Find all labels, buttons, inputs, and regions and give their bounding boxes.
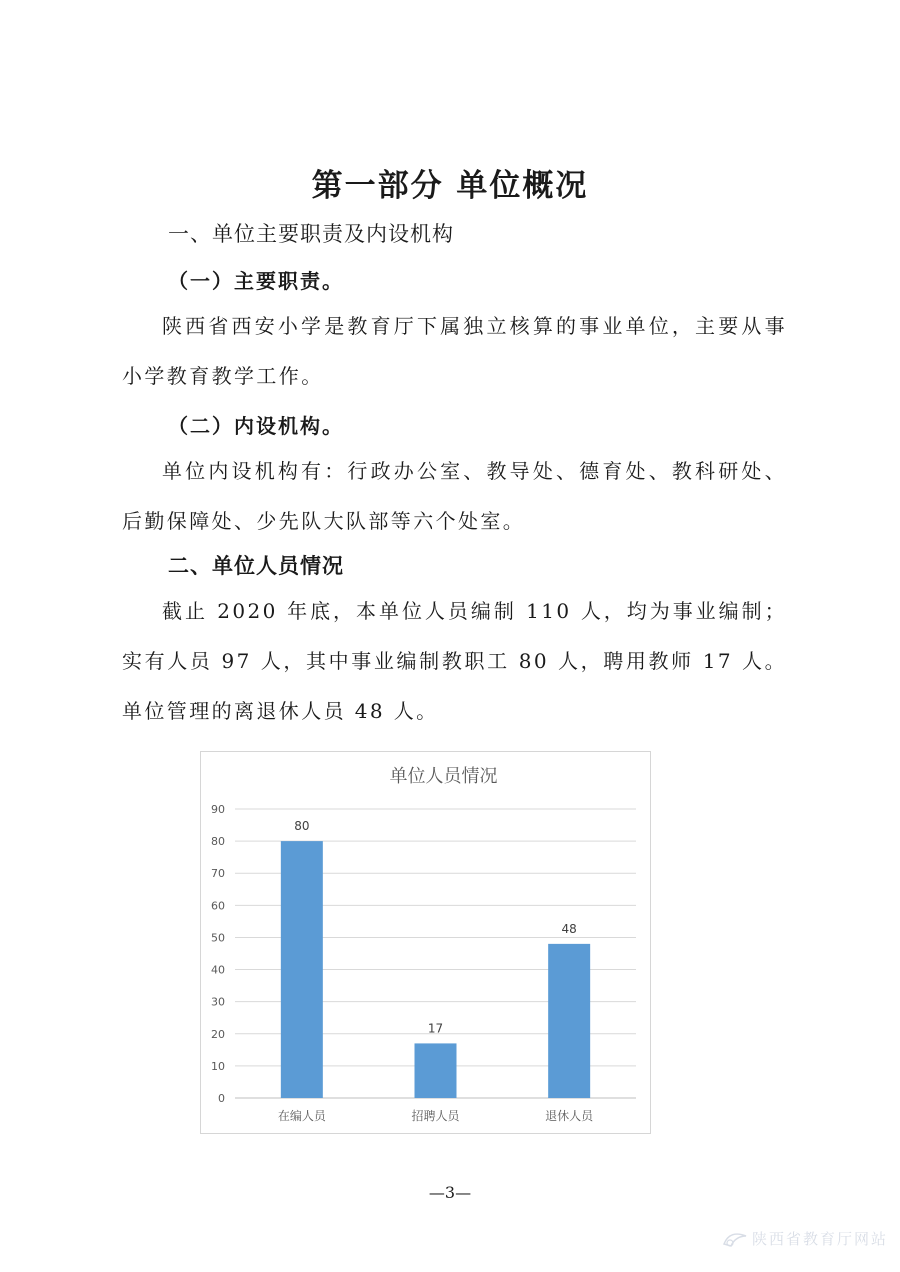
chart-svg bbox=[201, 752, 652, 1135]
chart-title: 单位人员情况 bbox=[389, 766, 498, 787]
x-tick-label-2: 退休人员 bbox=[545, 1109, 594, 1123]
section2-paragraph: 截止 2020 年底，本单位人员编制 110 人，均为事业编制；实有人员 97 人，其中事业编制教职工 80 人，聘用教师 17 人。单位管理的离退休人员 48 人。 bbox=[122, 599, 787, 723]
bar-2 bbox=[548, 944, 590, 1098]
bar-0 bbox=[281, 841, 323, 1098]
sub2-paragraph: 单位内设机构有：行政办公室、教导处、德育处、教科研处、后勤保障处、少先队大队部等六个处室。 bbox=[122, 459, 787, 533]
y-tick-label-6: 60 bbox=[211, 899, 225, 913]
section1-heading: 一、单位主要职责及内设机构 bbox=[168, 222, 454, 246]
page-title: 第一部分 单位概况 bbox=[311, 168, 589, 204]
y-tick-label-9: 90 bbox=[211, 803, 225, 816]
y-tick-label-8: 80 bbox=[211, 835, 225, 849]
y-tick-label-7: 70 bbox=[211, 867, 225, 881]
data-label-0: 80 bbox=[294, 819, 310, 834]
y-tick-label-0: 0 bbox=[218, 1092, 225, 1105]
sub1-paragraph: 陕西省西安小学是教育厅下属独立核算的事业单位，主要从事小学教育教学工作。 bbox=[122, 314, 787, 388]
section2-heading: 二、单位人员情况 bbox=[168, 554, 344, 578]
sub1-heading: （一）主要职责。 bbox=[168, 269, 344, 293]
sub2-heading: （二）内设机构。 bbox=[168, 414, 344, 438]
watermark-logo-icon bbox=[722, 1230, 748, 1248]
watermark bbox=[722, 1228, 888, 1249]
staff-chart bbox=[200, 751, 651, 1134]
y-tick-label-2: 20 bbox=[211, 1027, 225, 1041]
data-label-1: 17 bbox=[427, 1021, 444, 1036]
watermark-text: 陕西省教育厅网站 bbox=[752, 1230, 889, 1248]
page-number: —3— bbox=[428, 1183, 472, 1202]
x-tick-label-1: 招聘人员 bbox=[411, 1109, 460, 1123]
x-tick-label-0: 在编人员 bbox=[277, 1109, 326, 1123]
y-tick-label-4: 40 bbox=[211, 963, 225, 977]
data-label-2: 48 bbox=[561, 921, 577, 936]
y-tick-label-5: 50 bbox=[211, 931, 225, 945]
bar-1 bbox=[415, 1043, 457, 1098]
y-tick-label-1: 10 bbox=[211, 1059, 225, 1073]
y-tick-label-3: 30 bbox=[211, 995, 225, 1009]
